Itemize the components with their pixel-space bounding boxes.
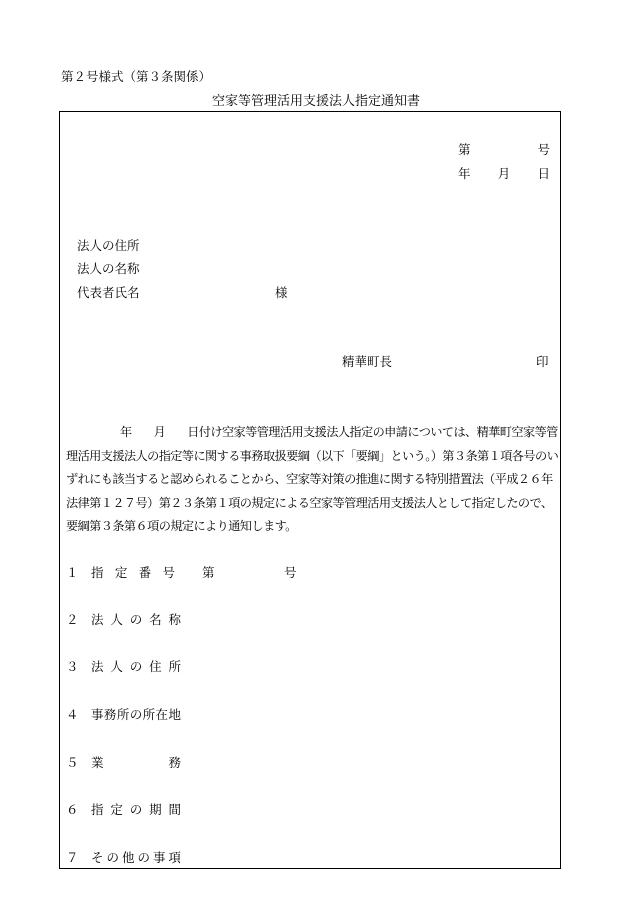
- item-label: [91, 850, 181, 866]
- item-label-char: の: [129, 707, 143, 722]
- item-number: １: [66, 565, 79, 580]
- item-label-char: 指: [91, 802, 104, 817]
- item-label-char: 地: [168, 707, 181, 722]
- item-label-char: の: [129, 659, 143, 674]
- item-label: [91, 659, 181, 675]
- item-label-char: 在: [155, 707, 169, 722]
- address-label: 法人の住所: [77, 238, 140, 253]
- corporation-name-label: 法人の名称: [77, 261, 140, 276]
- item-number: ２: [66, 612, 79, 627]
- item-corporation-address: [66, 659, 366, 675]
- item-label-char: 名: [149, 612, 162, 627]
- item-label: [91, 755, 181, 771]
- item-label-char: 定: [114, 565, 128, 580]
- item-label-char: 指: [91, 565, 104, 580]
- date-day: 日: [537, 166, 550, 181]
- item-label-char: の: [129, 802, 143, 817]
- number-prefix: 第: [458, 142, 471, 157]
- date-month: 月: [497, 166, 511, 181]
- item-label-char: 期: [149, 802, 162, 817]
- document-date-line: [458, 164, 550, 182]
- body-year: 年: [120, 425, 132, 439]
- item-label: [91, 612, 181, 628]
- item-label-char: 定: [110, 802, 123, 817]
- issuer-title: 精華町長: [342, 354, 393, 369]
- item-label-char: そ: [91, 850, 104, 865]
- item-label-char: 事: [91, 707, 104, 722]
- item-designation-period: [66, 802, 366, 818]
- item-label-char: 人: [110, 612, 123, 627]
- item-number: ３: [66, 659, 79, 674]
- item-label-char: 住: [149, 659, 162, 674]
- item-label-char: 務: [168, 755, 181, 770]
- item-label-char: 所: [168, 659, 181, 674]
- item-label-char: 所: [142, 707, 156, 722]
- seal-mark: 印: [536, 354, 549, 369]
- item-label-char: 間: [168, 802, 181, 817]
- item-label-char: 法: [91, 659, 104, 674]
- document-title: 空家等管理活用支援法人指定通知書: [212, 94, 421, 109]
- item-label-char: 務: [103, 707, 117, 722]
- body-month: 月: [153, 425, 166, 439]
- item-label-char: の: [137, 850, 150, 865]
- document-number-line: [458, 140, 550, 158]
- item-designation-number: [66, 565, 366, 581]
- item-label-char: 号: [162, 565, 175, 580]
- date-year: 年: [458, 166, 471, 181]
- item-number: ５: [66, 755, 79, 770]
- form-number: 第２号様式（第３条関係）: [61, 69, 212, 84]
- item-number: ７: [66, 850, 79, 865]
- item-label-char: の: [129, 612, 143, 627]
- representative-label: 代表者氏名: [77, 285, 140, 300]
- honorific: 様: [275, 285, 288, 300]
- number-suffix: 号: [537, 142, 550, 157]
- item-label: [91, 802, 181, 818]
- item-label: [91, 707, 181, 723]
- item-number: ６: [66, 802, 79, 817]
- item-label-char: 称: [168, 612, 181, 627]
- item-corporation-name: [66, 612, 366, 628]
- item-label-char: 人: [110, 659, 123, 674]
- item-business: [66, 755, 366, 771]
- notice-body: [66, 421, 560, 539]
- item-office-location: [66, 707, 366, 723]
- item-value-prefix: 第: [202, 565, 215, 580]
- item-label-char: 事: [152, 850, 166, 865]
- item-value-suffix: 号: [284, 565, 297, 580]
- body-text: 日付け空家等管理活用支援法人指定の申請については、精華町空家等管理活用支援法人の指定等に関する事務取扱要綱（以下「要綱」という。）第３条第１項各号のいずれにも該当すると認められることから、空家等対策の推進に関する特別措置法（平成２６年法律第１２７号）第２３条第１項の規定による空家等管理活用支援法人として指定したので、要綱第３条第６項の規定により通知します。: [66, 425, 559, 534]
- item-label-char: の: [106, 850, 119, 865]
- item-label-char: 業: [91, 755, 104, 770]
- item-label-char: 他: [121, 850, 135, 865]
- item-label-char: 項: [168, 850, 181, 865]
- item-number: ４: [66, 707, 79, 722]
- item-label-char: 法: [91, 612, 104, 627]
- item-label-char: 番: [138, 565, 152, 580]
- item-label: [91, 565, 175, 581]
- item-label-char: 所: [116, 707, 130, 722]
- item-other-matters: [66, 850, 366, 866]
